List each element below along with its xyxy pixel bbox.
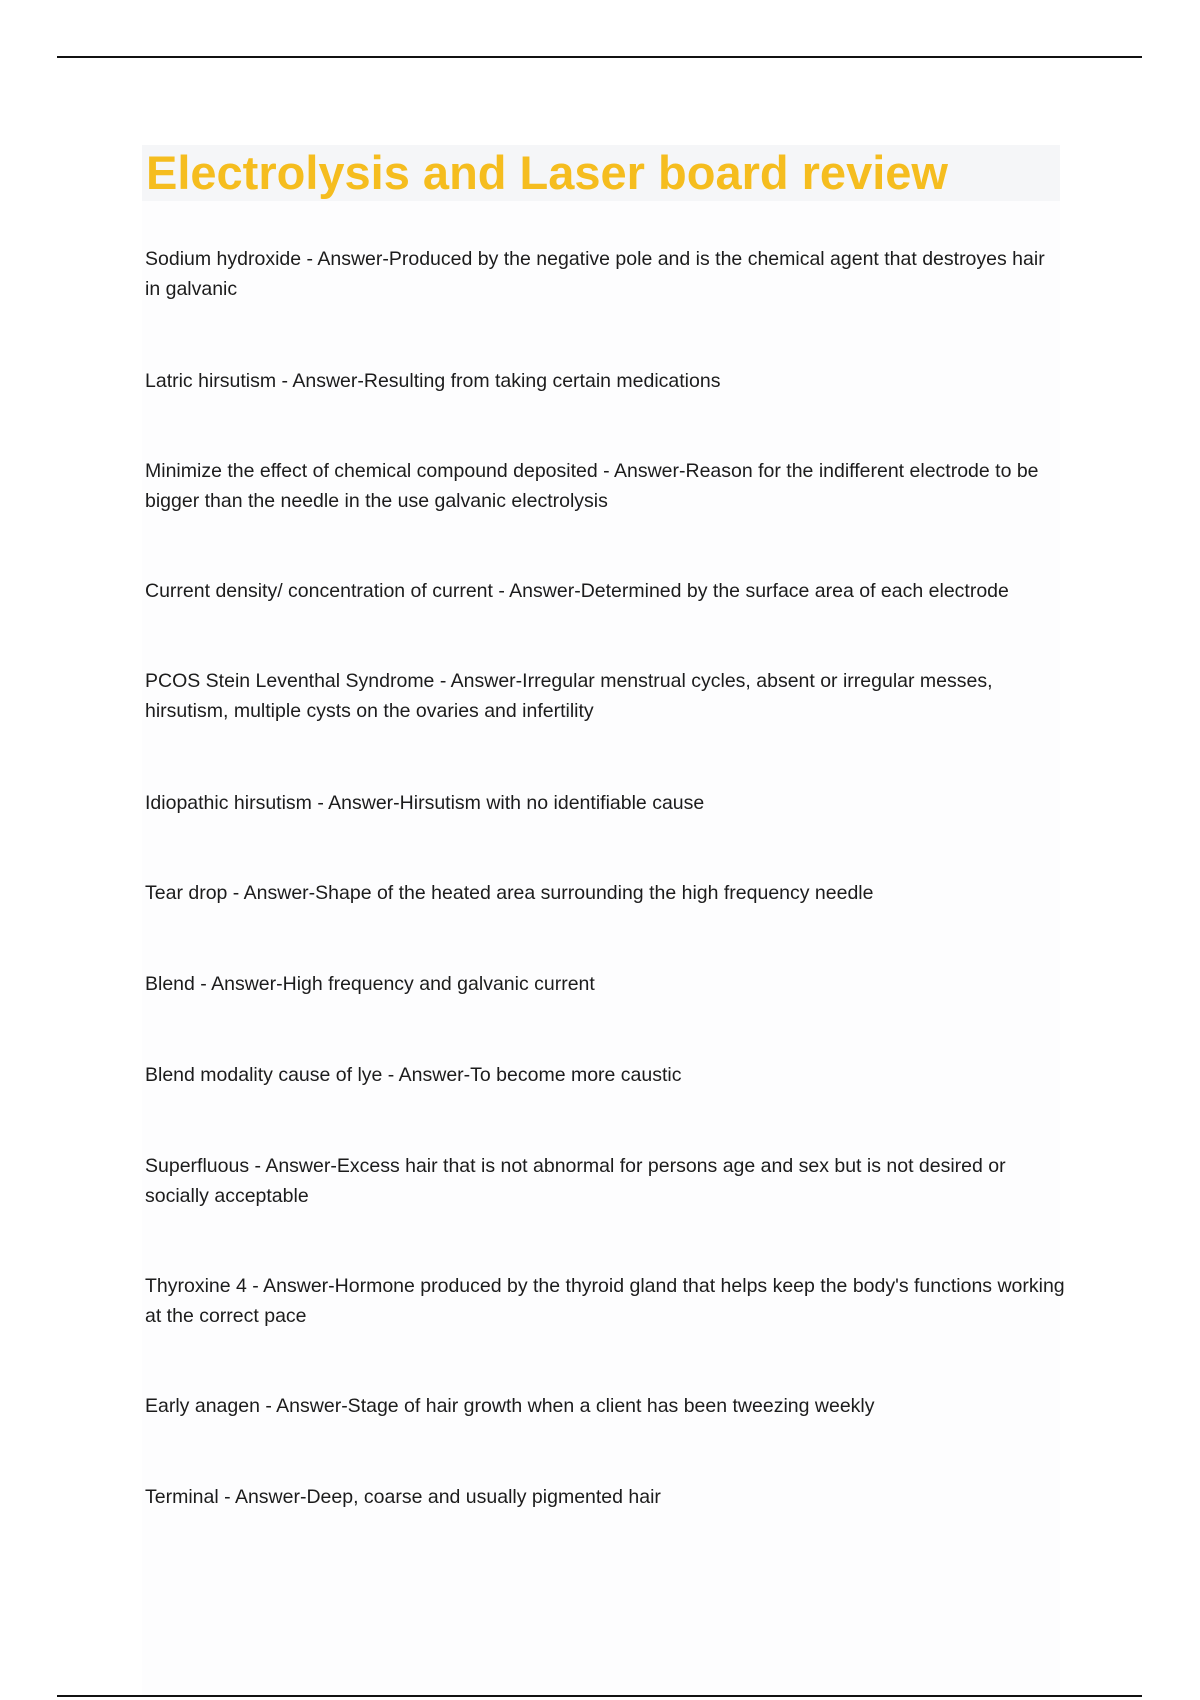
qa-item: Tear drop - Answer-Shape of the heated area surrounding the high frequency needle: [145, 882, 874, 904]
qa-item: Terminal - Answer-Deep, coarse and usually pigmented hair: [145, 1486, 661, 1508]
qa-item: Blend modality cause of lye - Answer-To become more caustic: [145, 1064, 682, 1086]
qa-item: Blend - Answer-High frequency and galvanic current: [145, 973, 595, 995]
qa-item: Superfluous - Answer-Excess hair that is not abnormal for persons age and sex but is not desired or socially acceptable: [145, 1155, 1006, 1207]
header-rule: [57, 56, 1142, 58]
qa-item: Early anagen - Answer-Stage of hair growth when a client has been tweezing weekly: [145, 1395, 875, 1417]
qa-item: Thyroxine 4 - Answer-Hormone produced by the thyroid gland that helps keep the body's functions working at the correct pace: [145, 1275, 1065, 1327]
footer-rule: [57, 1695, 1142, 1697]
qa-item: PCOS Stein Leventhal Syndrome - Answer-Irregular menstrual cycles, absent or irregular messes, hirsutism, multiple cysts on the ovaries and infertility: [145, 670, 993, 722]
document-title: Electrolysis and Laser board review: [146, 146, 948, 199]
qa-item: Current density/ concentration of current - Answer-Determined by the surface area of each electrode: [145, 580, 1009, 602]
qa-item: Latric hirsutism - Answer-Resulting from taking certain medications: [145, 370, 721, 392]
qa-item: Idiopathic hirsutism - Answer-Hirsutism with no identifiable cause: [145, 792, 705, 814]
qa-item: Minimize the effect of chemical compound deposited - Answer-Reason for the indifferent electrode to be bigger than the needle in the use galvanic electrolysis: [145, 460, 1039, 512]
qa-item: Sodium hydroxide - Answer-Produced by the negative pole and is the chemical agent that destroyes hair in galvanic: [145, 248, 1045, 300]
